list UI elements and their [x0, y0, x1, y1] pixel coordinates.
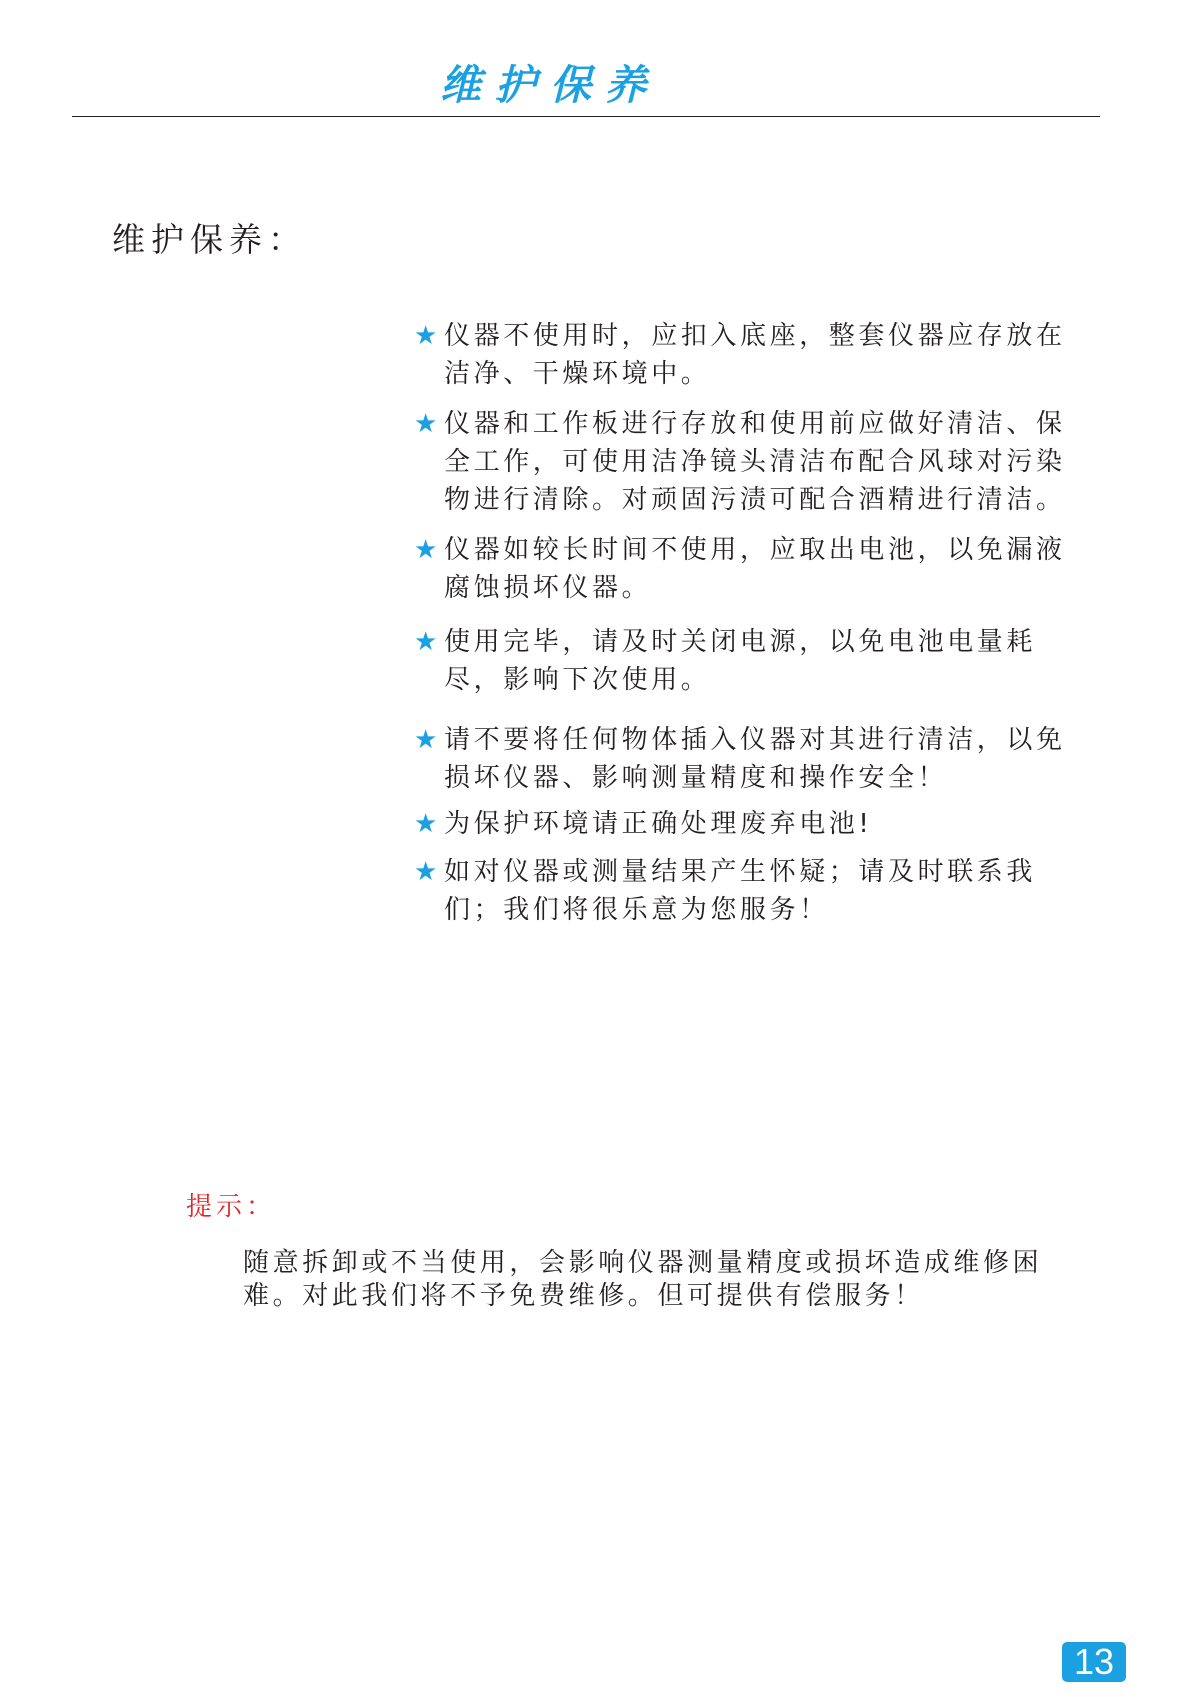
note-text: 仪器不使用时，应扣入底座，整套仪器应存放在洁净、干燥环境中。	[444, 321, 1066, 389]
note-item	[414, 317, 1094, 393]
page-number-badge: 13	[1062, 1642, 1126, 1682]
star-icon: ★	[414, 535, 438, 565]
note-item	[414, 531, 1094, 607]
tip-text: 随意拆卸或不当使用，会影响仪器测量精度或损坏造成维修困难。对此我们将不予免费维修。但可提供有偿服务！	[243, 1248, 1043, 1311]
note-text: 使用完毕，请及时关闭电源，以免电池电量耗尽，影响下次使用。	[444, 627, 1037, 695]
note-item	[414, 853, 1094, 929]
star-icon: ★	[414, 725, 438, 755]
note-text: 请不要将任何物体插入仪器对其进行清洁，以免损坏仪器、影响测量精度和操作安全！	[444, 725, 1066, 793]
note-item	[414, 721, 1094, 797]
header-divider	[72, 116, 1100, 117]
note-item	[414, 405, 1094, 519]
note-text: 如对仪器或测量结果产生怀疑；请及时联系我们；我们将很乐意为您服务！	[444, 857, 1037, 925]
star-icon: ★	[414, 809, 438, 839]
note-item	[414, 623, 1094, 699]
maintenance-notes-list	[414, 317, 1094, 929]
star-icon: ★	[414, 857, 438, 887]
tip-label: 提示：	[186, 1192, 277, 1222]
section-heading: 维护保养：	[112, 220, 307, 259]
star-icon: ★	[414, 409, 438, 439]
page-header-title: 维护保养	[440, 61, 660, 109]
note-text: 为保护环境请正确处理废弃电池!	[444, 809, 873, 839]
star-icon: ★	[414, 321, 438, 351]
star-icon: ★	[414, 627, 438, 657]
note-text: 仪器如较长时间不使用，应取出电池，以免漏液腐蚀损坏仪器。	[444, 535, 1066, 603]
note-item	[414, 805, 1094, 843]
note-text: 仪器和工作板进行存放和使用前应做好清洁、保全工作，可使用洁净镜头清洁布配合风球对污染物进行清除。对顽固污渍可配合酒精进行清洁。	[444, 409, 1066, 515]
